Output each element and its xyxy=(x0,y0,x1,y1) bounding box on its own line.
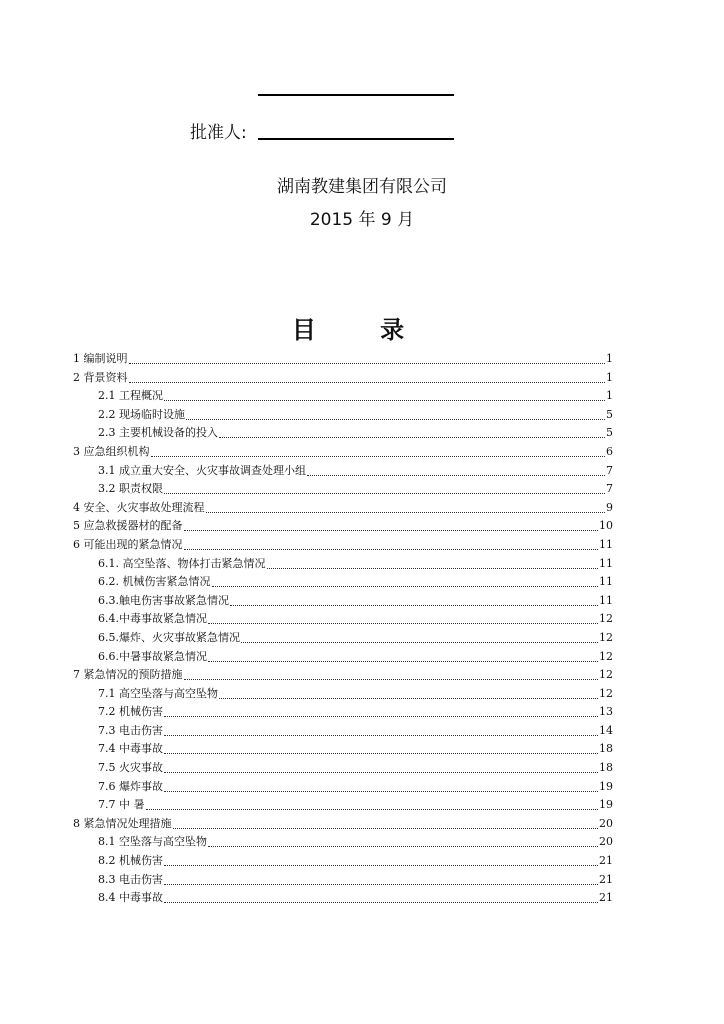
top-signature-line xyxy=(258,94,454,96)
toc-leader-dots xyxy=(208,613,598,624)
toc-entry[interactable] xyxy=(73,629,613,648)
toc-entry[interactable] xyxy=(73,499,613,518)
toc-entry-page: 1 xyxy=(606,389,613,403)
toc-entry-label: 2 背景资料 xyxy=(73,370,128,384)
toc-entry-page: 18 xyxy=(599,742,613,756)
toc-leader-dots xyxy=(219,427,605,438)
toc-entry[interactable] xyxy=(73,480,613,499)
toc-entry-label: 6.5.爆炸、火灾事故紧急情况 xyxy=(98,630,240,644)
toc-entry-page: 21 xyxy=(599,854,613,868)
toc-entry-label: 4 安全、火灾事故处理流程 xyxy=(73,500,205,514)
toc-entry[interactable] xyxy=(73,796,613,815)
toc-entry[interactable] xyxy=(73,369,613,388)
toc-entry-label: 7.6 爆炸事故 xyxy=(98,779,163,793)
toc-entry-page: 13 xyxy=(599,705,613,719)
toc-entry-page: 7 xyxy=(606,463,613,477)
toc-entry-page: 19 xyxy=(599,798,613,812)
toc-entry[interactable] xyxy=(73,815,613,834)
toc-entry-page: 11 xyxy=(599,556,613,570)
toc-entry-label: 3.1 成立重大安全、火灾事故调查处理小组 xyxy=(98,463,306,477)
toc-entry[interactable] xyxy=(73,759,613,778)
toc-leader-dots xyxy=(164,855,598,866)
toc-leader-dots xyxy=(146,799,599,810)
toc-entry-label: 7.1 高空坠落与高空坠物 xyxy=(98,686,218,700)
toc-entry-label: 5 应急救援器材的配备 xyxy=(73,519,183,533)
toc-entry[interactable] xyxy=(73,648,613,667)
toc-entry[interactable] xyxy=(73,703,613,722)
toc-leader-dots xyxy=(164,874,598,885)
toc-entry-label: 8.3 电击伤害 xyxy=(98,872,163,886)
toc-entry[interactable] xyxy=(73,592,613,611)
toc-entry-label: 6.6.中暑事故紧急情况 xyxy=(98,649,207,663)
toc-entry-label: 3.2 职责权限 xyxy=(98,482,163,496)
toc-entry[interactable] xyxy=(73,536,613,555)
toc-leader-dots xyxy=(164,781,598,792)
toc-entry-page: 12 xyxy=(599,630,613,644)
toc-entry[interactable] xyxy=(73,350,613,369)
toc-entry-label: 7.5 火灾事故 xyxy=(98,761,163,775)
toc-entry-label: 7.3 电击伤害 xyxy=(98,723,163,737)
toc-leader-dots xyxy=(129,353,606,364)
toc-entry-label: 8.1 空坠落与高空坠物 xyxy=(98,835,207,849)
toc-entry[interactable] xyxy=(73,852,613,871)
toc-entry-label: 3 应急组织机构 xyxy=(73,444,150,458)
toc-entry-page: 7 xyxy=(606,482,613,496)
toc-entry-label: 2.1 工程概况 xyxy=(98,389,163,403)
toc-entry-page: 9 xyxy=(606,500,613,514)
toc-leader-dots xyxy=(173,818,599,829)
toc-entry-page: 12 xyxy=(599,686,613,700)
toc-entry-page: 1 xyxy=(606,370,613,384)
toc-entry-page: 6 xyxy=(606,444,613,458)
toc-entry-page: 12 xyxy=(599,668,613,682)
toc-leader-dots xyxy=(186,409,605,420)
toc-entry[interactable] xyxy=(73,871,613,890)
toc-entry[interactable] xyxy=(73,889,613,908)
toc-entry[interactable] xyxy=(73,387,613,406)
toc-leader-dots xyxy=(164,892,598,903)
toc-entry-label: 1 编制说明 xyxy=(73,352,128,365)
toc-leader-dots xyxy=(219,688,598,699)
toc-entry-page: 10 xyxy=(599,519,613,533)
toc-entry-label: 7.4 中毒事故 xyxy=(98,742,163,756)
toc-entry-page: 19 xyxy=(599,779,613,793)
toc-leader-dots xyxy=(164,390,605,401)
toc-leader-dots xyxy=(164,706,598,717)
toc-leader-dots xyxy=(206,502,606,513)
toc-leader-dots xyxy=(307,465,605,476)
toc-leader-dots xyxy=(230,595,598,606)
toc-entry-label: 6 可能出现的紧急情况 xyxy=(73,537,183,551)
toc-leader-dots xyxy=(208,651,598,662)
toc-leader-dots xyxy=(241,632,598,643)
document-date: 2015 年 9 月 xyxy=(309,210,415,230)
toc-entry-label: 7.7 中 暑 xyxy=(98,798,145,812)
table-of-contents xyxy=(73,350,613,908)
toc-entry[interactable] xyxy=(73,424,613,443)
approver-signature-line[interactable] xyxy=(258,138,454,140)
toc-leader-dots xyxy=(164,483,605,494)
toc-entry[interactable] xyxy=(73,406,613,425)
toc-entry-page: 20 xyxy=(599,816,613,830)
toc-entry-label: 7 紧急情况的预防措施 xyxy=(73,668,183,682)
toc-entry[interactable] xyxy=(73,722,613,741)
toc-entry[interactable] xyxy=(73,685,613,704)
toc-entry[interactable] xyxy=(73,462,613,481)
toc-entry-label: 8.2 机械伤害 xyxy=(98,854,163,868)
toc-leader-dots xyxy=(208,836,598,847)
toc-entry-page: 18 xyxy=(599,761,613,775)
toc-entry-page: 5 xyxy=(606,426,613,440)
toc-entry-page: 11 xyxy=(599,593,613,607)
toc-entry[interactable] xyxy=(73,443,613,462)
toc-entry-label: 6.3.触电伤害事故紧急情况 xyxy=(98,593,229,607)
toc-entry-page: 5 xyxy=(606,407,613,421)
toc-leader-dots xyxy=(212,576,599,587)
toc-entry-label: 7.2 机械伤害 xyxy=(98,705,163,719)
toc-entry-page: 11 xyxy=(599,537,613,551)
toc-entry[interactable] xyxy=(73,778,613,797)
toc-leader-dots xyxy=(151,446,606,457)
toc-entry[interactable] xyxy=(73,517,613,536)
toc-entry-label: 6.4.中毒事故紧急情况 xyxy=(98,612,207,626)
toc-entry[interactable] xyxy=(73,610,613,629)
toc-title: 目 录 xyxy=(291,315,433,344)
toc-entry-page: 20 xyxy=(599,835,613,849)
toc-entry-label: 6.2. 机械伤害紧急情况 xyxy=(98,575,211,589)
toc-entry-page: 21 xyxy=(599,891,613,905)
toc-entry-page: 12 xyxy=(599,649,613,663)
approver-label: 批准人: xyxy=(190,123,247,143)
toc-entry-label: 8.4 中毒事故 xyxy=(98,891,163,905)
toc-leader-dots xyxy=(164,743,598,754)
toc-entry-label: 2.2 现场临时设施 xyxy=(98,407,185,421)
toc-entry-label: 6.1. 高空坠落、物体打击紧急情况 xyxy=(98,556,266,570)
toc-entry-page: 14 xyxy=(599,723,613,737)
toc-entry[interactable] xyxy=(73,555,613,574)
toc-leader-dots xyxy=(164,725,598,736)
toc-entry[interactable] xyxy=(73,573,613,592)
toc-entry[interactable] xyxy=(73,833,613,852)
toc-entry[interactable] xyxy=(73,740,613,759)
toc-entry-page: 21 xyxy=(599,872,613,886)
toc-leader-dots xyxy=(129,372,606,383)
toc-leader-dots xyxy=(184,520,599,531)
toc-entry[interactable] xyxy=(73,666,613,685)
toc-leader-dots xyxy=(184,669,599,680)
toc-entry-label: 8 紧急情况处理措施 xyxy=(73,816,172,830)
company-name: 湖南教建集团有限公司 xyxy=(277,177,447,197)
toc-leader-dots xyxy=(184,539,599,550)
toc-entry-page: 12 xyxy=(599,612,613,626)
toc-leader-dots xyxy=(267,558,599,569)
toc-leader-dots xyxy=(164,762,598,773)
toc-entry-page: 1 xyxy=(606,352,613,365)
toc-entry-label: 2.3 主要机械设备的投入 xyxy=(98,426,218,440)
toc-entry-page: 11 xyxy=(599,575,613,589)
